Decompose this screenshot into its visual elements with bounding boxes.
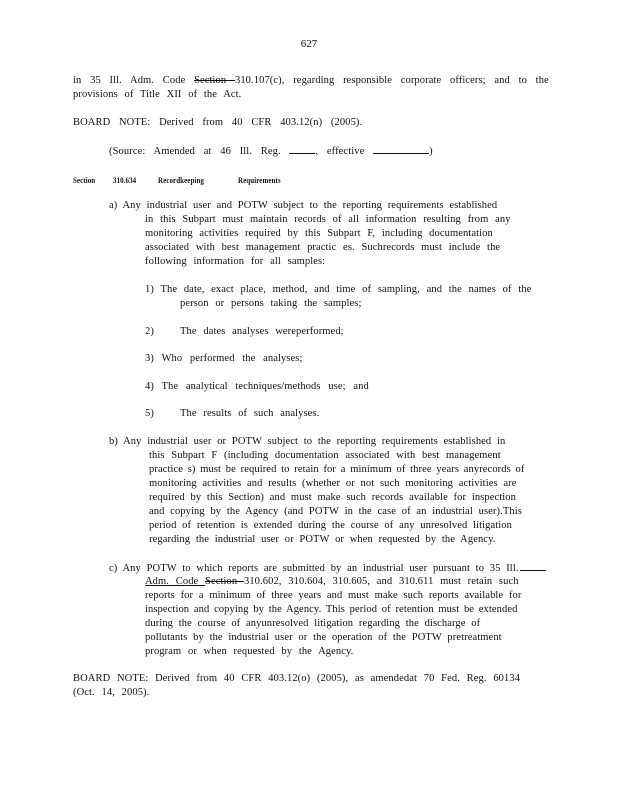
- para-c-line-3: reports for a minimum of three years and must make such reports available for: [145, 590, 522, 601]
- para-c-line-2: [145, 575, 519, 589]
- para-c-line-1-text: c) Any POTW to which reports are submitted by an industrial user pursuant to 35 Ill.: [109, 563, 519, 574]
- para-c-adm-code-underlined: Adm. Code: [145, 576, 206, 587]
- section-title-b: Requirements: [238, 175, 281, 185]
- para-a-line-1: a) Any industrial user and POTW subject to the reporting requirements established: [109, 200, 498, 211]
- para-a-line-2: in this Subpart must maintain records of all information resulting from any: [145, 214, 511, 225]
- item-1-line-2: person or persons taking the samples;: [180, 298, 362, 309]
- para-b-line-3: practice s) must be required to retain for a minimum of three years anyrecords of: [149, 464, 525, 475]
- para-b-line-2: this Subpart F (including documentation associated with best management: [149, 450, 501, 461]
- para-c-line-5: during the course of anyunresolved litigation regarding the discharge of: [145, 618, 481, 629]
- item-2-number: 2): [145, 326, 154, 337]
- item-5-text: The results of such analyses.: [180, 408, 320, 419]
- para-a-line-4: associated with best management practic es. Suchrecords must include the: [145, 242, 501, 253]
- para-a-line-5: following information for all samples:: [145, 256, 326, 267]
- para-c-line-4: inspection and copying by the Agency. This period of retention must be extended: [145, 604, 518, 615]
- item-2-text: The dates analyses wereperformed;: [180, 326, 344, 337]
- para-b-line-4: monitoring activities and results (whether or not such monitoring activities are: [149, 478, 517, 489]
- source-middle: , effective: [315, 146, 365, 157]
- item-4: 4) The analytical techniques/methods use; and: [145, 381, 369, 392]
- source-reg-blank: [289, 144, 315, 154]
- section-label: Section: [73, 175, 96, 185]
- para-c-line-1: [109, 561, 546, 576]
- para-b-line-8: regarding the industrial user or POTW or when requested by the Agency.: [149, 534, 496, 545]
- item-5-number: 5): [145, 408, 154, 419]
- para-b-line-5: required by this Section) and must make such records available for inspection: [149, 492, 516, 503]
- board-note-1: BOARD NOTE: Derived from 40 CFR 403.12(n) (2005).: [73, 117, 363, 128]
- intro-line-1-a: in 35 Ill. Adm. Code: [73, 75, 195, 86]
- para-c-struck-section: Section: [205, 576, 244, 587]
- para-a-line-3: monitoring activities required by this Subpart F, including documentation: [145, 228, 493, 239]
- item-1-line-1: 1) The date, exact place, method, and time of sampling, and the names of the: [145, 284, 532, 295]
- source-effective-blank: [373, 144, 429, 154]
- page-number: 627: [300, 38, 318, 50]
- board-note-2-line-1: BOARD NOTE: Derived from 40 CFR 403.12(o) (2005), as amendedat 70 Fed. Reg. 60134: [73, 673, 521, 684]
- section-title-a: Recordkeeping: [158, 175, 204, 185]
- para-c-line-6: pollutants by the industrial user or the operation of the POTW pretreatment: [145, 632, 502, 643]
- intro-line-1: [73, 74, 549, 88]
- item-3: 3) Who performed the analyses;: [145, 353, 303, 364]
- para-b-line-1: b) Any industrial user or POTW subject to the reporting requirements established in: [109, 436, 506, 447]
- para-b-line-6: and copying by the Agency (and POTW in the case of an industrial user).This: [149, 506, 522, 517]
- board-note-2-line-2: (Oct. 14, 2005).: [73, 687, 150, 698]
- para-c-insert-underline: [520, 561, 546, 571]
- para-c-line-7: program or when requested by the Agency.: [145, 646, 354, 657]
- para-c-line-2-rest: 310.602, 310.604, 310.605, and 310.611 must retain such: [243, 576, 519, 587]
- source-note: [109, 144, 433, 159]
- intro-line-1-b: 310.107(c), regarding responsible corporate officers; and to the: [234, 75, 549, 86]
- intro-line-2: provisions of Title XII of the Act.: [73, 89, 242, 100]
- section-number: 310.634: [113, 175, 137, 185]
- intro-struck-section: Section: [194, 75, 235, 86]
- source-prefix: (Source: Amended at 46 Ill. Reg.: [109, 146, 281, 157]
- para-b-line-7: period of retention is extended during the course of any unresolved litigation: [149, 520, 513, 531]
- source-suffix: ): [429, 146, 433, 157]
